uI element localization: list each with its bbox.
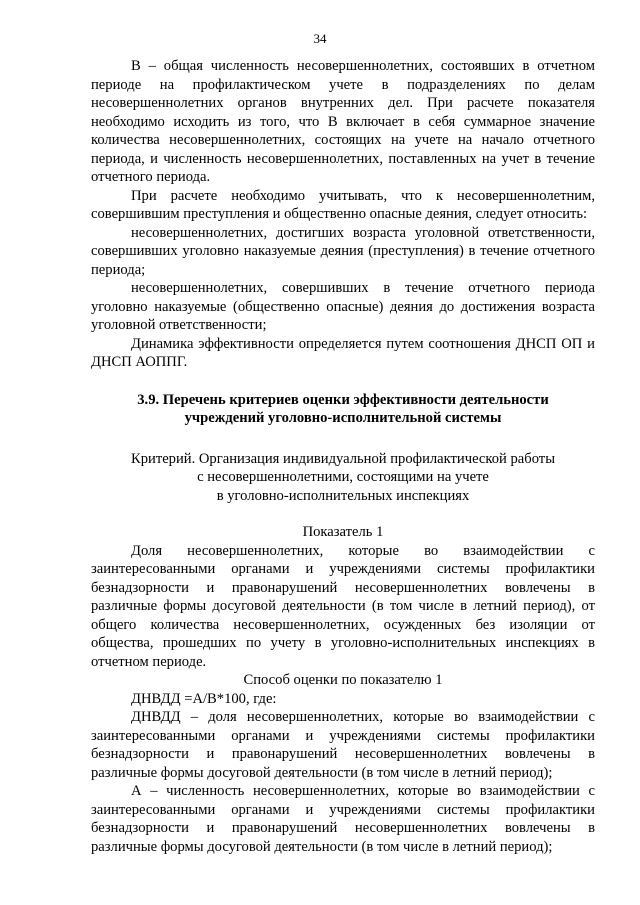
definition-a: А – численность несовершеннолетних, которые во взаимодействии с заинтересованными органами и учреждениями системы профилактики безнадзорности и правонарушений несовершеннолетних вовлечены в различные формы досуговой деятельности (в том числе в летний период); bbox=[91, 783, 595, 855]
indicator-text: Доля несовершеннолетних, которые во взаимодействии с заинтересованными органами и учреждениями системы профилактики безнадзорности и правонарушений несовершеннолетних вовлечены в различные формы досуговой деятельности (в том числе в летний период), от общего количества несовершеннолетних, осужденных без изоляции от общества, прошедших по учету в уголовно-исполнительных инспекциях в отчетном периоде. bbox=[91, 542, 595, 670]
paragraph-list-item-1: несовершеннолетних, достигших возраста уголовной ответственности, совершивших уголовно наказуемые деяния (преступления) в течение отчетного периода; bbox=[91, 224, 595, 278]
criterion-block bbox=[91, 450, 595, 506]
formula: ДНВДД =А/В*100, где: bbox=[131, 690, 277, 707]
paragraph-dynamics: Динамика эффективности определяется путем соотношения ДНСП ОП и ДНСП АОППГ. bbox=[91, 335, 595, 370]
page-number: 34 bbox=[313, 31, 327, 46]
paragraph-list-item-2: несовершеннолетних, совершивших в течение отчетного периода уголовно наказуемые (общественно опасные) деяния до достижения возраста уголовной ответственности; bbox=[91, 280, 595, 333]
section-heading-line-2: учреждений уголовно-исполнительной системы bbox=[184, 410, 502, 426]
paragraph-b-definition: В – общая численность несовершеннолетних, состоявших в отчетном периоде на профилактическом учете в подразделениях по делам несовершеннолетних органов внутренних дел. При расчете показателя необходимо исходить из того, что В включает в себя суммарное значение количества несовершеннолетних, состоящих на учете на начало отчетного периода, и численность несовершеннолетних, поставленных на учет в течение отчетного периода. bbox=[91, 58, 595, 185]
criterion-line-1: Критерий. Организация индивидуальной профилактической работы bbox=[130, 450, 555, 467]
method-title: Способ оценки по показателю 1 bbox=[243, 672, 443, 688]
definition-dnvdd: ДНВДД – доля несовершеннолетних, которые во взаимодействии с заинтересованными органами и учреждениями системы профилактики безнадзорности и правонарушений несовершеннолетних вовлечены в различные формы досуговой деятельности (в том числе в летний период); bbox=[91, 709, 595, 781]
criterion-line-3: в уголовно-исполнительных инспекциях bbox=[216, 487, 470, 504]
criterion-line-2: с несовершеннолетними, состоящими на учете bbox=[197, 469, 489, 485]
paragraph-calculation-note: При расчете необходимо учитывать, что к несовершеннолетним, совершившим преступления и общественно опасные деяния, следует относить: bbox=[91, 187, 595, 222]
page-body bbox=[91, 57, 595, 856]
indicator-title: Показатель 1 bbox=[302, 524, 384, 540]
section-heading-line-1: 3.9. Перечень критериев оценки эффективности деятельности bbox=[137, 391, 549, 408]
section-heading bbox=[91, 391, 595, 428]
